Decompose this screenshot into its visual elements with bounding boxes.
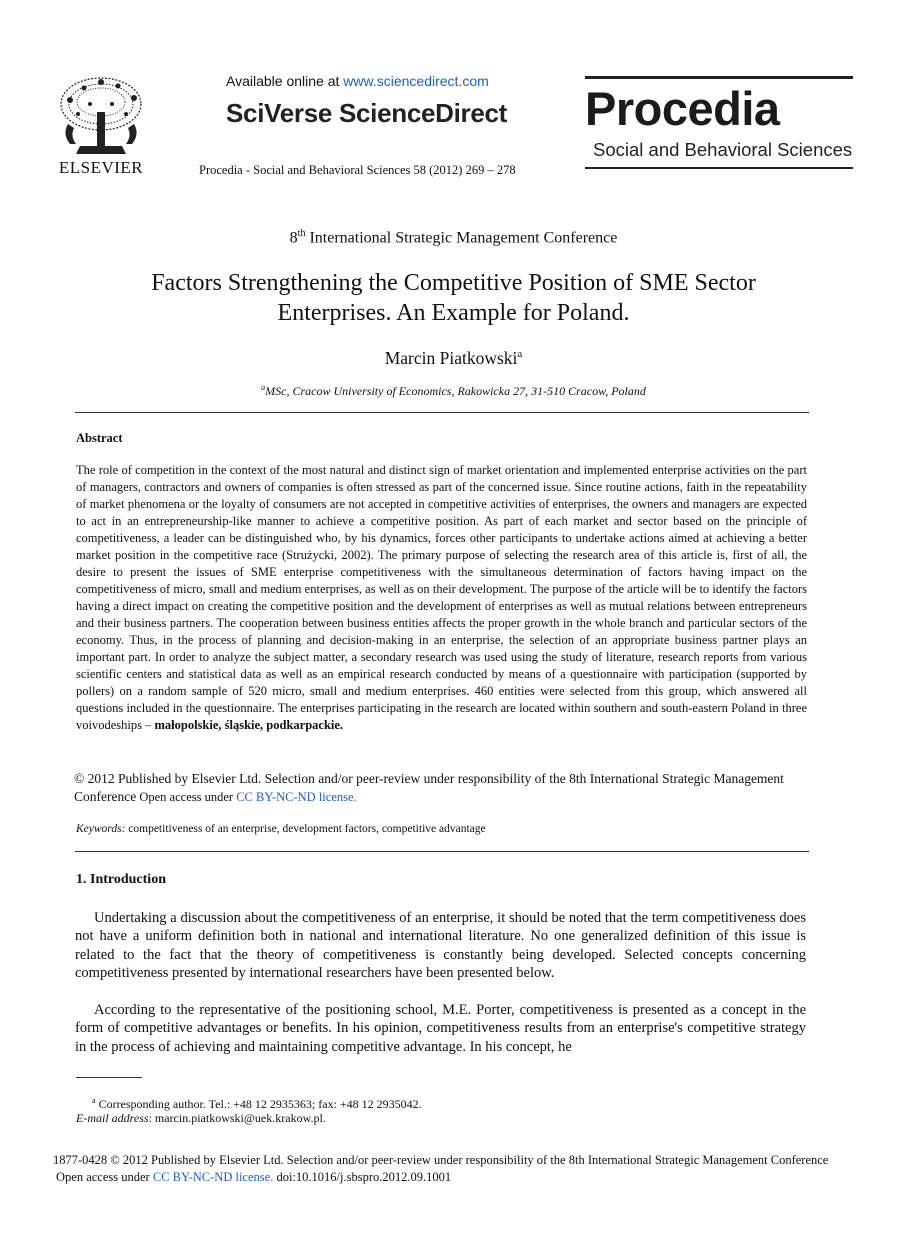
paper-title: [80, 268, 827, 328]
available-online-line: [226, 73, 489, 89]
platform-logo: SciVerse ScienceDirect: [226, 98, 508, 128]
abstract-regions: małopolskie, śląskie, podkarpackie.: [154, 718, 344, 732]
affiliation-text: MSc, Cracow University of Economics, Rakowicka 27, 31-510 Cracow, Poland: [265, 384, 646, 398]
author-name: Marcin Piatkowski: [384, 348, 518, 368]
license-link[interactable]: CC BY-NC-ND license.: [236, 789, 357, 804]
procedia-top-rule: [585, 76, 853, 79]
copyright-notice: [74, 770, 807, 806]
procedia-logo: [585, 76, 853, 169]
title-line-2: Enterprises. An Example for Poland.: [277, 300, 630, 326]
introduction-paragraph-1: Undertaking a discussion about the competitiveness of an enterprise, it should be noted that the term competitiveness does not have a uniform definition both in national and international literature. No one generalized definition of this issue is related to the fact that the theory of competitiveness is constantly being developed. Selected concepts concerning competitiveness presented by international researchers have been presented below.: [75, 910, 806, 981]
affiliation-mark: a: [261, 383, 266, 392]
procedia-title: Procedia: [585, 82, 780, 135]
elsevier-wordmark: ELSEVIER: [58, 158, 144, 177]
bottom-license-link[interactable]: CC BY-NC-ND license.: [152, 1170, 274, 1184]
conference-title: International Strategic Management Conference: [305, 229, 618, 247]
author-line: [0, 348, 907, 369]
footnote-mark: a: [92, 1096, 96, 1105]
email-address: : marcin.piatkowski@uek.krakow.pl.: [148, 1111, 326, 1125]
abstract-body-text: The role of competition in the context of the most natural and distinct sign of market orientation and implemented enterprise activities on the part of managers, contractors and owners of companies is often stressed as part of the concerned issue. Since routine actions, faith in the repeatability of market phenomena or the loyalty of consumers are not accepted in competitive activities of enterprises, the owners and managers are expected to act in an entrepreneurship-like manner to achieve a competitive position. As part of each market and sector based on the principle of competitiveness, a leader can be distinguished who, by his dynamics, forces other participants to undertake actions aimed at achieving a better market position in the competitive race (Strużycki, 2002). The primary purpose of selecting the research area of this article is, first of all, the desire to present the issues of SME enterprise competitiveness with the simultaneous determination of factors having impact on the competitiveness of micro, small and medium enterprises, as well as on their development. The purpose of the article will be to identify the factors having a direct impact on creating the competitive position and the development of enterprises as well as mutual relations between entrepreneurs and their business partners. The cooperation between business entities affects the proper growth in the whole branch and particular sectors of the economy. Thus, in the process of planning and decision-making in an enterprise, the selection of an appropriate business partner plays an important part. In order to analyze the subject matter, a secondary research was used using the study of literature, research reports from various scientific centers and statistical data as well as an empirical research conducted by means of a questionnaire with participation (supported by pollers) on a random sample of 520 micro, small and medium enterprises. 460 entities were selected from this group, which answered all questions included in the questionnaire. The enterprises participating in the research are located within southern and south-eastern Poland in three voivodeships –: [76, 463, 807, 732]
available-prefix: Available online at: [226, 73, 344, 89]
title-line-1: Factors Strengthening the Competitive Position of SME Sector: [151, 270, 756, 296]
open-access-label: Open access under: [136, 789, 237, 804]
footnote-rule: [76, 1077, 142, 1078]
issn-copyright-line: 1877-0428 © 2012 Published by Elsevier Ltd. Selection and/or peer-review under responsibility of the 8th International Strategic Management Conference: [53, 1153, 829, 1167]
conference-suffix: th: [297, 228, 306, 239]
abstract-heading: Abstract: [76, 431, 123, 445]
conference-number: 8: [289, 229, 298, 247]
keywords-list: competitiveness of an enterprise, development factors, competitive advantage: [125, 823, 486, 835]
footnote-contact: Corresponding author. Tel.: +48 12 2935363; fax: +48 12 2935042.: [95, 1097, 422, 1111]
keywords-label: Keywords:: [76, 823, 126, 835]
doi: doi:10.1016/j.sbspro.2012.09.1001: [273, 1170, 452, 1184]
procedia-subtitle: Social and Behavioral Sciences: [593, 139, 853, 160]
procedia-bottom-rule: [585, 167, 853, 169]
divider-bottom: [75, 851, 809, 852]
bottom-open-access-label: Open access under: [56, 1170, 153, 1184]
email-label: E-mail address: [76, 1111, 149, 1125]
conference-name: [0, 228, 907, 247]
introduction-heading: 1. Introduction: [76, 872, 166, 887]
footnote-email: [76, 1111, 326, 1126]
author-mark: a: [517, 348, 523, 361]
journal-citation: Procedia - Social and Behavioral Sciences 58 (2012) 269 – 278: [199, 163, 516, 177]
divider-top: [75, 412, 809, 413]
sciencedirect-link[interactable]: www.sciencedirect.com: [343, 73, 489, 89]
keywords: [76, 823, 486, 835]
affiliation: [0, 383, 907, 399]
open-access-line: [56, 1170, 451, 1185]
footnote-corresponding: [92, 1096, 422, 1112]
introduction-paragraph-2: According to the representative of the positioning school, M.E. Porter, competitiveness is presented as a concept in the form of competitive advantages or benefits. In his opinion, competitiveness results from an enterprise's competitive strategy in the process of achieving and maintaining competitive advantage. In his concept, he: [75, 1002, 806, 1055]
abstract-text: [76, 462, 807, 734]
copyright-text: © 2012 Published by Elsevier Ltd. Selection and/or peer-review under responsibility of the 8th International Strategic Management Conference: [74, 771, 784, 804]
